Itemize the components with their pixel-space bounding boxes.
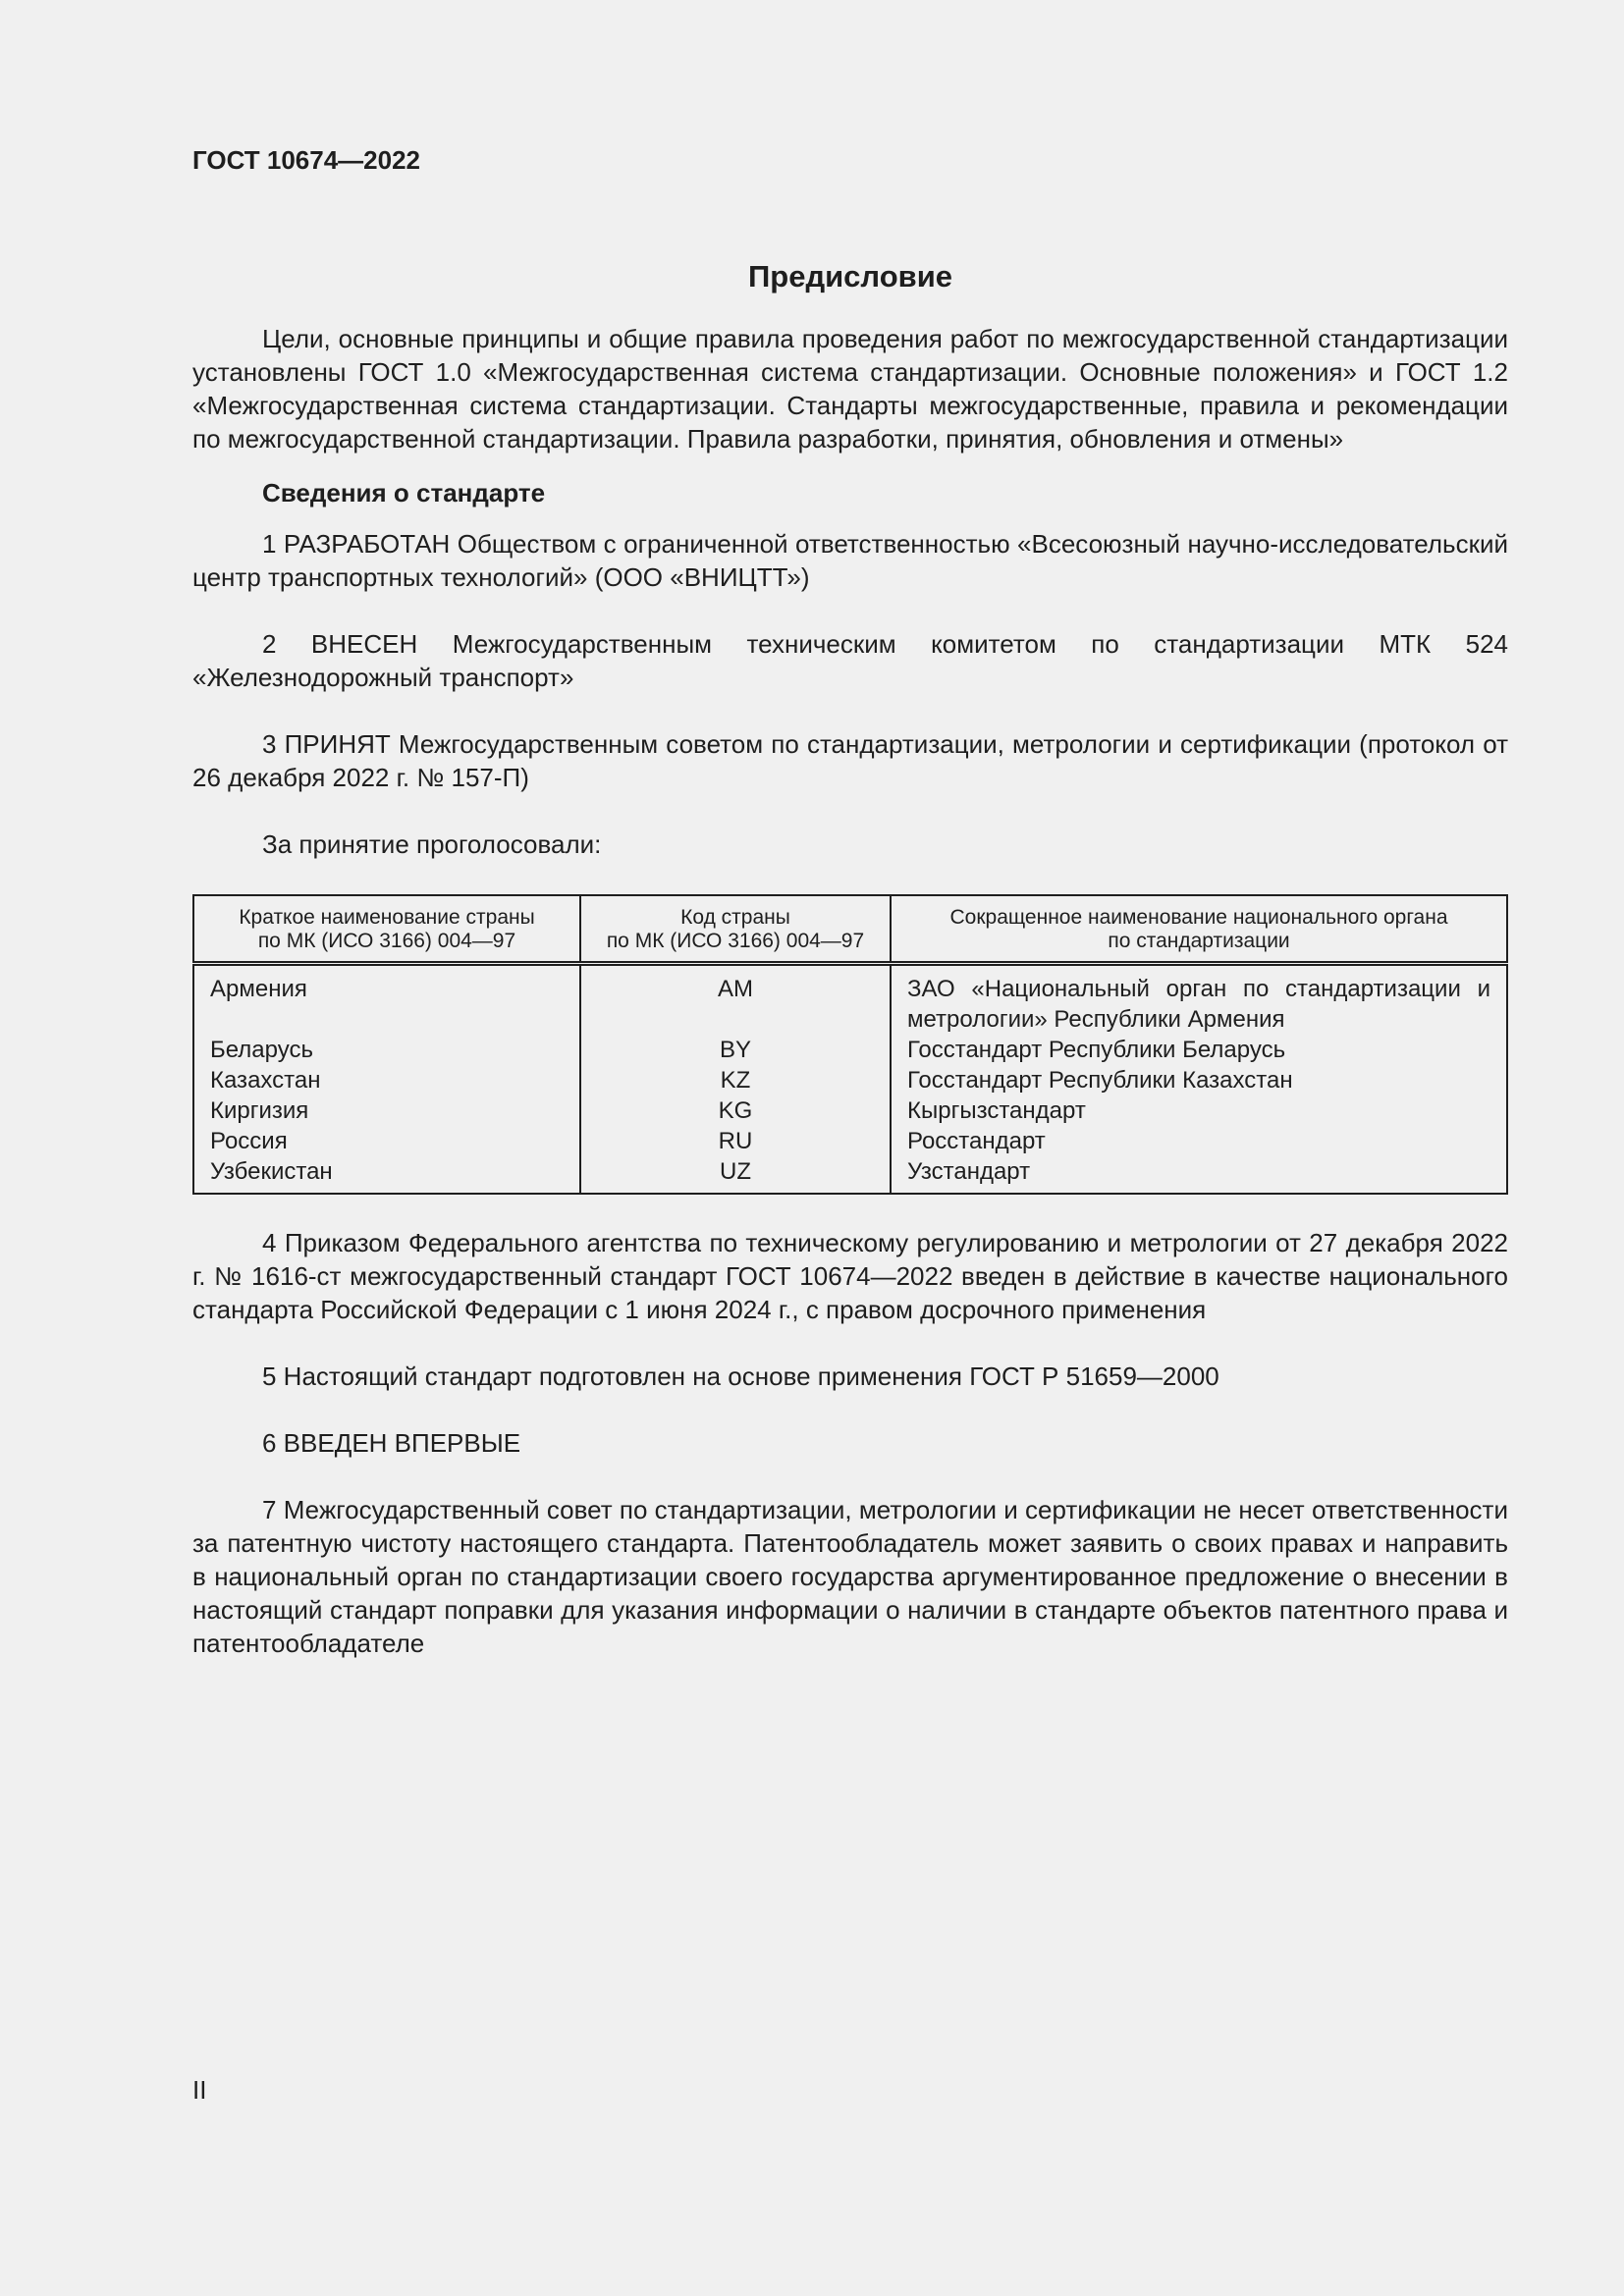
country-cell: Беларусь <box>193 1035 580 1065</box>
code-cell: KZ <box>580 1065 891 1095</box>
intro-paragraph: Цели, основные принципы и общие правила проведения работ по межгосударственной стандартизации установлены ГОСТ 1.0 «Межгосударственная система стандартизации. Основные положения» и ГОСТ 1.2 «Межгосударственная система стандартизации. Стандарты межгосударственные, правила и рекомендации по межгосударственной стандартизации. Правила разработки, принятия, обновления и отмены» <box>192 324 1508 454</box>
header-country-line2: по МК (ИСО 3166) 004—97 <box>257 930 516 952</box>
item-first-time: 6 ВВЕДЕН ВПЕРВЫЕ <box>262 1427 521 1458</box>
header-code <box>580 895 891 963</box>
org-cell: Госстандарт Республики Казахстан <box>891 1065 1507 1095</box>
org-cell: Кыргызстандарт <box>891 1095 1507 1126</box>
item-adopted: 3 ПРИНЯТ Межгосударственным советом по стандартизации, метрологии и сертификации (протокол от 26 декабря 2022 г. № 157-П) <box>192 729 1508 792</box>
table-row <box>193 1065 1507 1095</box>
org-cell: Росстандарт <box>891 1126 1507 1156</box>
item-developed: 1 РАЗРАБОТАН Обществом с ограниченной ответственностью «Всесоюзный научно-исследовательский центр транспортных технологий» (ООО «ВНИЦТТ») <box>192 529 1508 592</box>
table-header-row <box>193 895 1507 963</box>
header-code-line1: Код страны <box>680 906 790 929</box>
header-org-line1: Сокращенное наименование национального органа <box>949 906 1448 929</box>
table-row <box>193 1156 1507 1194</box>
table-row <box>193 963 1507 1035</box>
country-cell: Казахстан <box>193 1065 580 1095</box>
code-cell: AM <box>580 963 891 1035</box>
code-cell: UZ <box>580 1156 891 1194</box>
country-cell: Армения <box>193 963 580 1035</box>
code-cell: KG <box>580 1095 891 1126</box>
org-cell: Узстандарт <box>891 1156 1507 1194</box>
voted-label: За принятие проголосовали: <box>262 829 602 859</box>
table-row <box>193 1035 1507 1065</box>
page-title: Предисловие <box>747 259 952 294</box>
header-country <box>193 895 580 963</box>
org-cell: Госстандарт Республики Беларусь <box>891 1035 1507 1065</box>
standard-info-heading: Сведения о стандарте <box>262 478 546 507</box>
code-cell: BY <box>580 1035 891 1065</box>
page-number: II <box>192 2075 207 2105</box>
item-patent: 7 Межгосударственный совет по стандартизации, метрологии и сертификации не несет ответственности за патентную чистоту настоящего стандарта. Патентообладатель может заявить о своих правах и направить в национальный орган по стандартизации своего государства аргументированное предложение о внесении в настоящий стандарт поправки для указания информации о наличии в стандарте объектов патентного права и патентообладателе <box>192 1494 1508 1658</box>
table-row <box>193 1095 1507 1126</box>
voting-states-table <box>192 894 1508 1195</box>
table-row <box>193 1126 1507 1156</box>
item-introduced: 2 ВНЕСЕН Межгосударственным техническим комитетом по стандартизации МТК 524 «Железнодорожный транспорт» <box>192 629 1508 692</box>
item-basis: 5 Настоящий стандарт подготовлен на основе применения ГОСТ Р 51659—2000 <box>262 1361 1219 1391</box>
document-code: ГОСТ 10674—2022 <box>192 145 420 175</box>
header-org-line2: по стандартизации <box>1108 930 1290 952</box>
country-cell: Киргизия <box>193 1095 580 1126</box>
header-code-line2: по МК (ИСО 3166) 004—97 <box>606 930 865 952</box>
header-country-line1: Краткое наименование страны <box>239 906 535 929</box>
country-cell: Узбекистан <box>193 1156 580 1194</box>
org-cell: ЗАО «Национальный орган по стандартизации и метрологии» Республики Армения <box>891 963 1507 1035</box>
header-org <box>891 895 1507 963</box>
country-cell: Россия <box>193 1126 580 1156</box>
document-page <box>192 143 1508 1660</box>
code-cell: RU <box>580 1126 891 1156</box>
item-order: 4 Приказом Федерального агентства по техническому регулированию и метрологии от 27 декабря 2022 г. № 1616-ст межгосударственный стандарт ГОСТ 10674—2022 введен в действие в качестве национального стандарта Российской Федерации с 1 июня 2024 г., с правом досрочного применения <box>192 1227 1508 1324</box>
